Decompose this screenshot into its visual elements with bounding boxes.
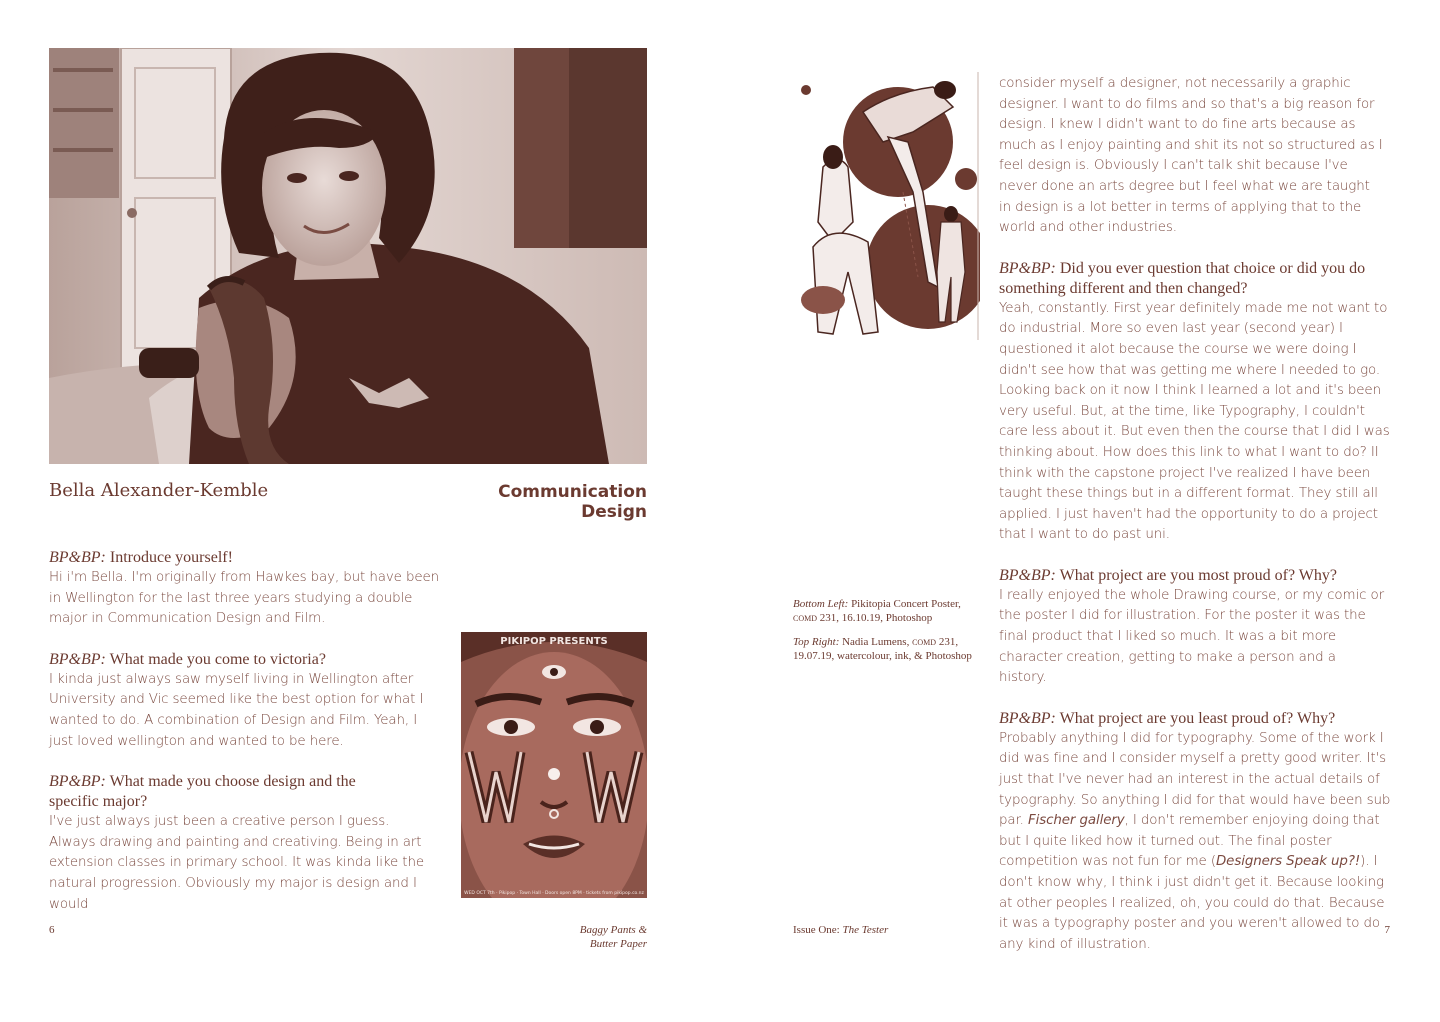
concert-poster [461, 632, 647, 898]
caption-bottom-left [793, 597, 978, 625]
right-interview-column [999, 74, 1394, 975]
question-text: What project are you most proud of? Why? [1055, 566, 1337, 584]
answer-part: ). I don't know why, I think i just didn't get it. Because looking at other peoples I realized, oh, you could do that. Because it was a typography poster and you weren't allowed to do any kind of illustration. [999, 854, 1385, 952]
face-poster-illustration [461, 632, 647, 898]
answer: Hi i'm Bella. I'm originally from Hawkes bay, but have been in Wellington for the last three years studying a double major in Communication Design and Film. [49, 570, 440, 627]
question-tag: BP&BP: [999, 566, 1056, 584]
page-number-right: 7 [1384, 924, 1390, 936]
qa-block-3 [49, 772, 434, 915]
question [999, 259, 1394, 299]
question-text: What made you choose design and the specific major? [49, 773, 356, 811]
caption-label: Top Right: [793, 636, 840, 648]
caption-text: Nadia Lumens, [839, 636, 913, 648]
caption-label: Bottom Left: [793, 598, 849, 610]
question [49, 772, 389, 812]
answer-part: , I don't remember enjoying doing that but I quite liked how it turned out. The final poster competition was not fun for me ( [999, 813, 1380, 870]
question [49, 548, 449, 568]
issue-title: The Tester [842, 924, 889, 936]
question [999, 709, 1394, 729]
magazine-title [520, 923, 647, 951]
intro-continuation [999, 74, 1394, 239]
caption-course: comd [912, 636, 937, 648]
issue-label [793, 923, 888, 937]
interviewee-name: Bella Alexander-Kemble [49, 480, 269, 501]
question-tag: BP&BP: [999, 259, 1056, 277]
question-text: What project are you least proud of? Why? [1055, 709, 1336, 727]
answer: I've just always just been a creative person I guess. Always drawing and painting and creativing. Being in art extension classes in primary school. It was kinda like the natural progression. Obviously my major is design and I would [49, 814, 424, 912]
portrait-photo [49, 48, 647, 464]
answer: I kinda just always saw myself living in Wellington after University and Vic seemed like the best option for what I wanted to do. A combination of Design and Film. Yeah, I just loved wellington and wanted to be here. [49, 671, 424, 749]
portrait-with-lizard-photo [49, 48, 647, 464]
qa-block-2 [49, 650, 439, 752]
major-label: Communication Design [498, 482, 647, 522]
qa-block-1 [49, 548, 449, 630]
question-tag: BP&BP: [999, 709, 1056, 727]
question-tag: BP&BP: [49, 650, 106, 668]
question-text: What made you come to victoria? [105, 650, 326, 668]
poster-title: PIKIPOP PRESENTS [500, 636, 608, 647]
question [49, 650, 439, 670]
question-text: Did you ever question that choice or did you do something different and then changed? [999, 259, 1366, 297]
left-interview-column [49, 548, 449, 935]
fashion-figures-illustration [793, 72, 980, 340]
answer-emphasis: Fischer gallery [1028, 813, 1125, 829]
image-captions [793, 597, 978, 673]
answer: Yeah, constantly. First year definitely made me not want to do industrial. More so even last year (second year) I questioned it alot because the course we were doing I didn't see how that was getting me where I needed to go. Looking back on it now I think I learned a lot and it's been very useful. But, at the time, like Typography, I couldn't care less about it. But even then the course that I did I was thinking about. How does this link to what I want to do? II think with the capstone project I've realized I have been taught these things but in a different format. They still all applied. I just haven't had the opportunity to do a project that I want to do past uni. [999, 300, 1390, 543]
caption-text: 231, 16.10.19, Photoshop [817, 612, 933, 624]
caption-course: comd [793, 612, 818, 624]
answer-emphasis: Designers Speak up?! [1215, 854, 1361, 870]
issue-number: Issue One: [793, 924, 843, 936]
answer: consider myself a designer, not necessarily a graphic designer. I want to do films and so that's a big reason for design. I knew I didn't want to do fine arts because as much as I enjoy painting and shit its not so structured as I feel design is. Obviously I can't talk shit because I've never done an arts degree but I feel what we are taught in design is a lot better in terms of applying that to the world and other industries. [999, 76, 1383, 236]
qa-block-6 [999, 709, 1394, 956]
question [999, 566, 1394, 586]
question-tag: BP&BP: [49, 773, 106, 791]
qa-block-4 [999, 259, 1394, 546]
page-number-left: 6 [49, 924, 55, 936]
caption-text: 231, 19.07.19, watercolour, ink, & Photoshop [793, 636, 972, 662]
question-text: Introduce yourself! [105, 549, 233, 566]
poster-footer: WED OCT 7th · Pikipop · Town Hall · Doors open 8PM · tickets from pikipop.co.nz [464, 891, 644, 896]
magazine-title-line: Baggy Pants & [579, 924, 647, 936]
answer: I really enjoyed the whole Drawing course, or my comic or the poster I did for illustration. For the poster it was the final product that I liked so much. It was a bit more character creation, getting to make a person and a history. [999, 587, 1384, 686]
answer [999, 729, 1394, 956]
answer-part: Probably anything I did for typography. Some of the work I did was fine and I consider myself a pretty good writer. It's just that I've never had an interest in the actual details of typography. So anything I did for that would have been sub par. [999, 730, 1391, 829]
question-tag: BP&BP: [49, 549, 106, 566]
fashion-illustration [793, 72, 980, 340]
magazine-title-line: Butter Paper [589, 938, 647, 950]
caption-top-right [793, 635, 978, 663]
qa-block-5 [999, 566, 1394, 689]
caption-text: Pikitopia Concert Poster, [848, 598, 961, 610]
